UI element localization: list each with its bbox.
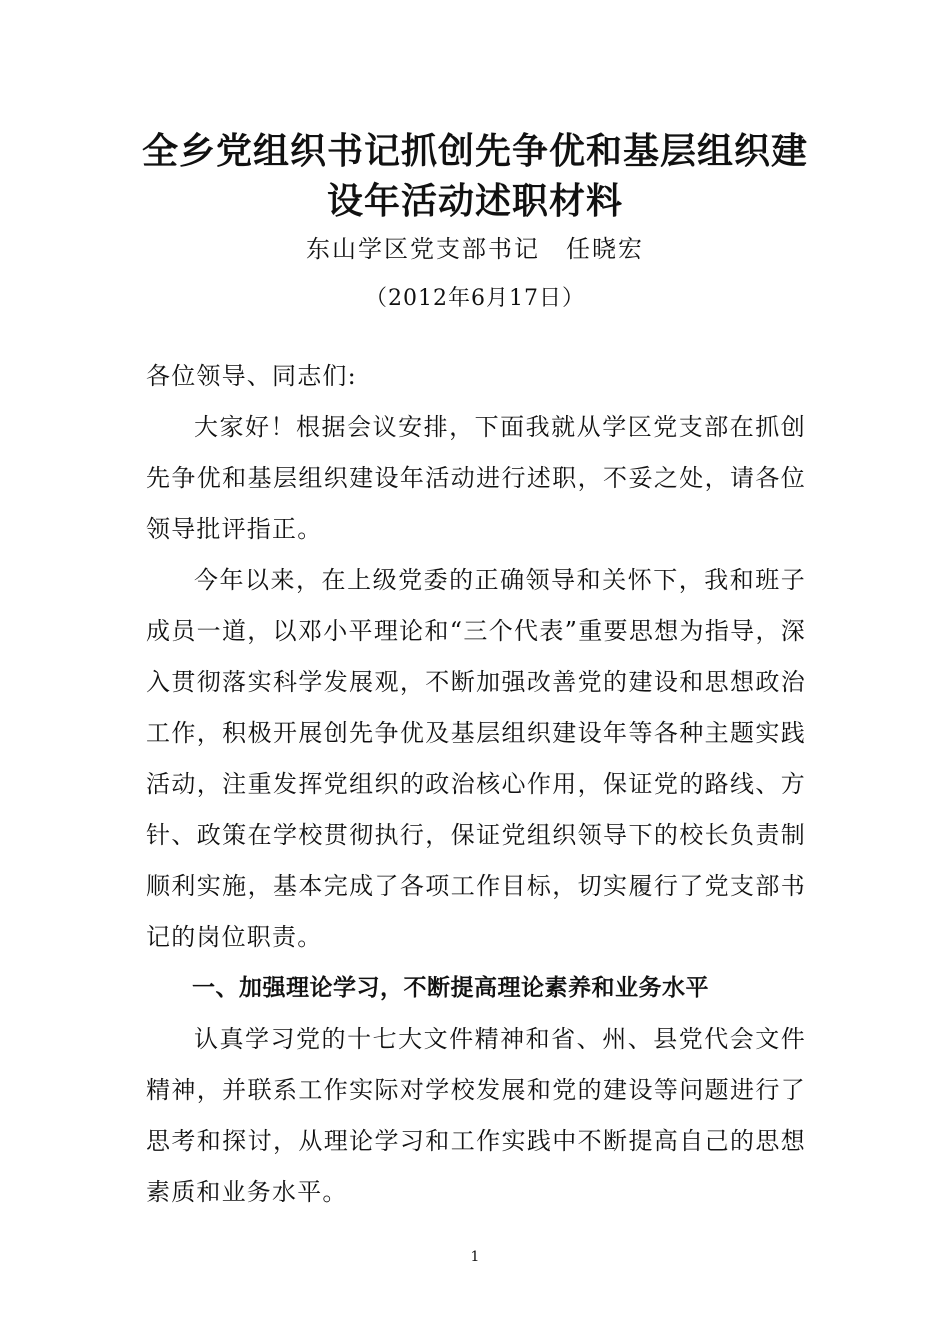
- section-heading: 一、加强理论学习，不断提高理论素养和业务水平: [192, 975, 709, 1001]
- greeting: 各位领导、同志们:: [146, 362, 357, 390]
- body-paragraph: 今年以来，在上级党委的正确领导和关怀下，我和班子成员一道，以邓小平理论和“三个代表”重要思想为指导，深入贯彻落实科学发展观，不断加强改善党的建设和思想政治工作，积极开展创先争优及基层组织建设年等各种主题实践活动，注重发挥党组织的政治核心作用，保证党的路线、方针、政策在学校贯彻执行，保证党组织领导下的校长负责制顺利实施，基本完成了各项工作目标，切实履行了党支部书记的岗位职责。: [146, 566, 806, 951]
- document-body: [146, 351, 806, 1218]
- date-line: （2012年6月17日）: [365, 286, 585, 311]
- body-paragraph: 大家好！根据会议安排，下面我就从学区党支部在抓创先争优和基层组织建设年活动进行述职，不妥之处，请各位领导批评指正。: [146, 413, 806, 543]
- document-title-line-2: 设年活动述职材料: [326, 181, 623, 222]
- author-line: 东山学区党支部书记 任晓宏: [306, 235, 644, 263]
- body-paragraph: 认真学习党的十七大文件精神和省、州、县党代会文件精神，并联系工作实际对学校发展和党的建设等问题进行了思考和探讨，从理论学习和工作实践中不断提高自己的思想素质和业务水平。: [146, 1025, 806, 1206]
- page-number: 1: [470, 1249, 480, 1265]
- document-title-line-1: 全乡党组织书记抓创先争优和基层组织建: [141, 131, 808, 172]
